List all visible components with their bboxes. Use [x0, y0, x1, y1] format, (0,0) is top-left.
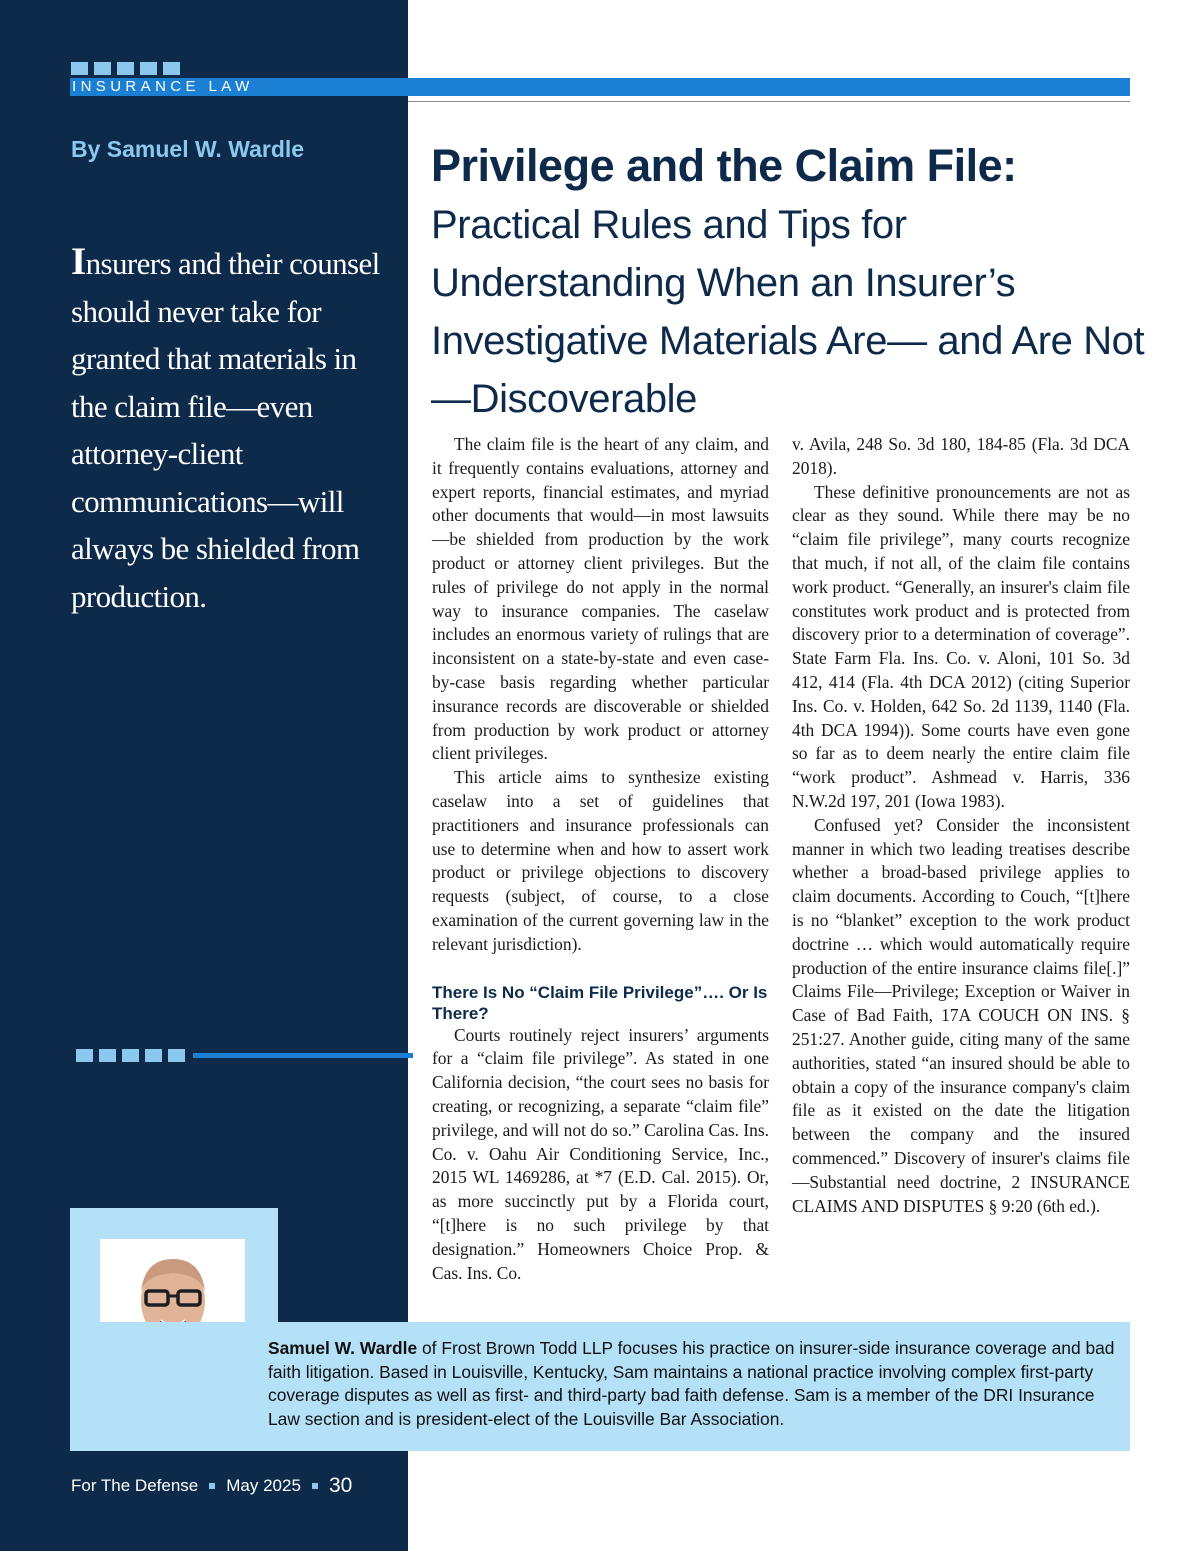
pull-quote-initial: I [71, 240, 86, 283]
section-label: INSURANCE LAW [72, 78, 254, 95]
author-bio-text: of Frost Brown Todd LLP focuses his practice on insurer-side insurance coverage and bad faith litigation. Based in Louisville, Kentucky, Sam maintains a national practice involving complex first-party coverage disputes as well as first- and third-party bad faith defense. Sam is a member of the DRI Insurance Law section and is president-elect of the Louisville Bar Association. [268, 1338, 1115, 1429]
decor-square [168, 1049, 185, 1062]
footer-separator [209, 1483, 215, 1489]
page-footer [71, 1474, 352, 1498]
author-name: Samuel W. Wardle [268, 1338, 418, 1358]
author-bio [268, 1337, 1118, 1431]
article-column-2 [792, 433, 1130, 1218]
body-paragraph-continued: v. Avila, 248 So. 3d 180, 184-85 (Fla. 3d DCA 2018). [792, 434, 1130, 478]
section-heading: There Is No “Claim File Privilege”…. Or Is There? [432, 982, 768, 1023]
decor-square [117, 62, 134, 75]
decor-square [145, 1049, 162, 1062]
section-rule [408, 101, 1130, 102]
body-paragraph: Courts routinely reject insurers’ arguments for a “claim file privilege”. As stated in one California decision, “the court sees no basis for creating, or recognizing, a separate “claim file” privilege, and will not do so.” Carolina Cas. Ins. Co. v. Oahu Air Conditioning Service, Inc., 2015 WL 1469286, at *7 (E.D. Cal. 2015). Or, as more succinctly put by a Florida court, “[t]here is no such privilege by that designation.” Homeowners Choice Prop. & Cas. Ins. Co. [432, 1024, 769, 1283]
page-number: 30 [328, 1474, 353, 1497]
body-paragraph: These definitive pronouncements are not as clear as they sound. While there may be no “claim file privilege”, many courts recognize that much, if not all, of the claim file contains work product. “Generally, an insurer's claim file constitutes work product and is protected from discovery prior to a determination of coverage”. State Farm Fla. Ins. Co. v. Aloni, 101 So. 3d 412, 414 (Fla. 4th DCA 2012) (citing Superior Ins. Co. v. Holden, 642 So. 2d 1139, 1140 (Fla. 4th DCA 1994)). Some courts have even gone so far as to deem nearly the entire claim file “work product”. Ashmead v. Harris, 336 N.W.2d 197, 201 (Iowa 1983). [792, 481, 1130, 811]
article-subtitle: Practical Rules and Tips for Understanding When an Insurer’s Investigative Materials Are— and Are Not—Discoverable [431, 203, 1145, 421]
footer-publication: For The Defense [71, 1476, 199, 1495]
footer-date: May 2025 [226, 1476, 301, 1495]
decor-square [76, 1049, 93, 1062]
decor-square [163, 62, 180, 75]
article-title: Privilege and the Claim File: [431, 140, 1017, 191]
decor-square [122, 1049, 139, 1062]
decor-square [94, 62, 111, 75]
section-decor-squares [71, 62, 180, 75]
pull-quote-text: nsurers and their counsel should never take for granted that materials in the claim file—even attorney-client communications—will always be shielded from production. [71, 246, 380, 614]
decor-square [71, 62, 88, 75]
mid-decor-squares [76, 1049, 185, 1062]
byline: By Samuel W. Wardle [71, 136, 305, 162]
pull-quote [71, 238, 386, 620]
footer-separator [312, 1483, 318, 1489]
body-paragraph: The claim file is the heart of any claim, and it frequently contains evaluations, attorney and expert reports, financial estimates, and myriad other documents that would—in most lawsuits—be shielded from production by the work product or attorney client privileges. But the rules of privilege do not apply in the normal way to insurance companies. The caselaw includes an enormous variety of rulings that are inconsistent on a state-by-state and even case-by-case basis regarding whether particular insurance records are discoverable or shielded from production by work product or attorney client privileges. [432, 434, 769, 764]
article-column-1 [432, 433, 769, 1285]
decor-square [140, 62, 157, 75]
body-paragraph: Confused yet? Consider the inconsistent manner in which two leading treatises describe whether a broad-based privilege applies to claim documents. According to Couch, “[t]here is no “blanket” exception to the work product doctrine … which would automatically require production of the entire insurance claims file[.]” Claims File—Privilege; Exception or Waiver in Case of Bad Faith, 17A COUCH ON INS. § 251:27. Another guide, citing many of the same authorities, stated “an insured should be able to obtain a copy of the insurance company's claim file as it existed on the date the litigation between the company and the insured commenced.” Discovery of insurer's claims file—Substantial need doctrine, 2 INSURANCE CLAIMS AND DISPUTES § 9:20 (6th ed.). [792, 814, 1130, 1216]
mid-accent-bar [193, 1053, 413, 1058]
body-paragraph: This article aims to synthesize existing caselaw into a set of guidelines that practitioners and insurance professionals can use to determine when and how to assert work product or privilege objections to discovery requests (subject, of course, to a close examination of the current governing law in the relevant jurisdiction). [432, 767, 769, 954]
decor-square [99, 1049, 116, 1062]
